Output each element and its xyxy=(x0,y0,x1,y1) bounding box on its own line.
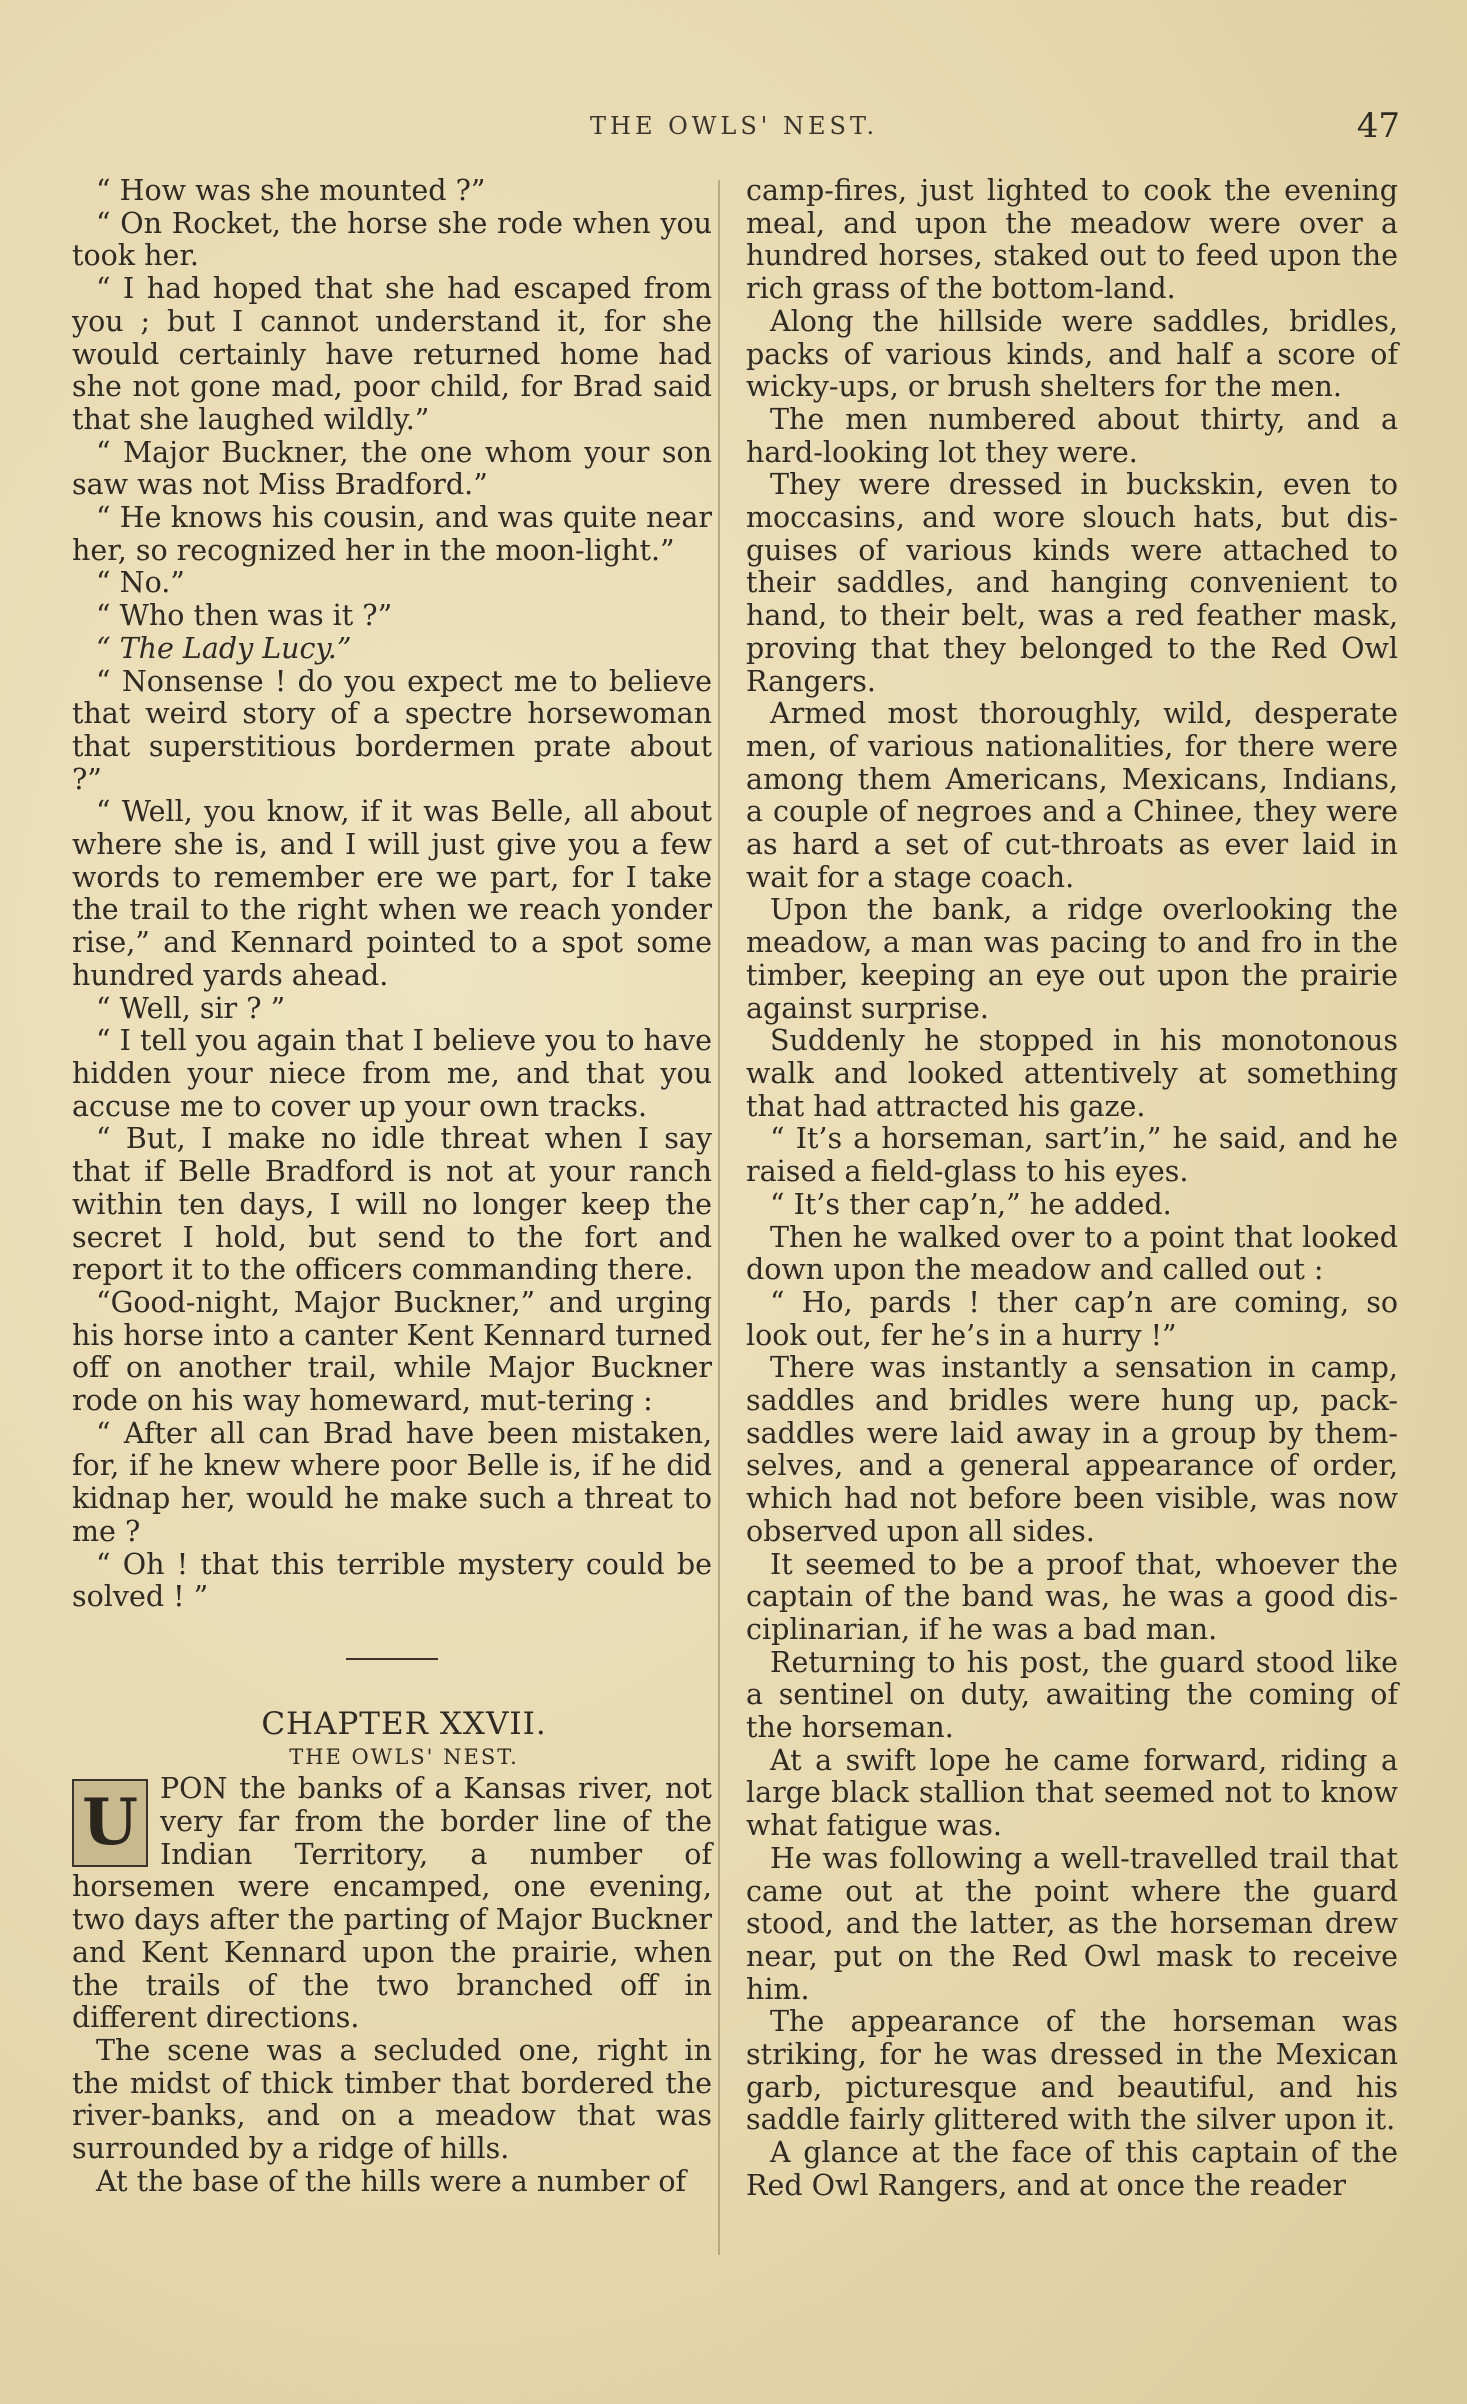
paragraph: camp-fires, just lighted to cook the evening meal, and upon the meadow were over a hundred horses, staked out to feed upon the rich grass of the bottom-land. xyxy=(746,174,1398,306)
paragraph: “ After all can Brad have been mistaken, for, if he knew where poor Belle is, if he did kidnap her, would he make such a threat to me ? xyxy=(72,1416,712,1548)
paragraph: A glance at the face of this captain of the Red Owl Rangers, and at once the reader xyxy=(746,2136,1398,2202)
paragraph: They were dressed in buckskin, even to moccasins, and wore slouch hats, but dis-guises of various kinds were attached to their saddles, and hanging convenient to hand, to their belt, was a red feather mask, proving that they belonged to the Red Owl Rangers. xyxy=(746,468,1398,698)
opening-text: PON the banks of a Kansas river, not very far from the border line of the Indian Territory, a number of horsemen were encamped, one evening, two days after the parting of Major Buckner and Kent Kennard upon the prairie, when the trails of the two branched off in different directions. xyxy=(72,1772,712,2035)
chapter-subtitle: THE OWLS' NEST. xyxy=(289,1744,519,1769)
page-header xyxy=(560,106,1400,152)
section-divider xyxy=(346,1658,438,1660)
paragraph: “ I had hoped that she had escaped from you ; but I cannot understand it, for she would certainly have returned home had she not gone mad, poor child, for Brad said that she laughed wildly.” xyxy=(72,272,712,436)
paragraph: There was instantly a sensation in camp, saddles and bridles were hung up, pack-saddles were laid away in a group by them-selves, and a general appearance of order, which had not before been visible, was now observed upon all sides. xyxy=(746,1351,1398,1548)
paragraph: “Good-night, Major Buckner,” and urging his horse into a canter Kent Kennard turned off on another trail, while Major Buckner rode on his way homeward, mut-tering : xyxy=(72,1285,712,1418)
paragraph: It seemed to be a proof that, whoever the captain of the band was, he was a good dis-ciplinarian, if he was a bad man. xyxy=(746,1547,1398,1646)
paragraph: Upon the bank, a ridge overlooking the meadow, a man was pacing to and fro in the timber, keeping an eye out upon the prairie against surprise. xyxy=(746,893,1398,1025)
paragraph: “ Nonsense ! do you expect me to believe that weird story of a spectre horsewoman that superstitious bordermen prate about ?” xyxy=(72,664,712,796)
paragraph: He was following a well-travelled trail that came out at the point where the guard stood, and the latter, as the horseman drew near, put on the Red Owl mask to receive him. xyxy=(746,1841,1398,2006)
left-column xyxy=(72,175,712,2198)
running-head: THE OWLS' NEST. xyxy=(590,112,879,140)
paragraph: The appearance of the horseman was striking, for he was dressed in the Mexican garb, picturesque and beautiful, and his saddle fairly glittered with the silver upon it. xyxy=(746,2005,1398,2137)
paragraph: “ The Lady Lucy.” xyxy=(96,631,352,665)
paragraph: The men numbered about thirty, and a hard-looking lot they were. xyxy=(746,402,1398,469)
paragraph: “ He knows his cousin, and was quite near her, so recognized her in the moon-light.” xyxy=(72,501,712,567)
paragraph: “ But, I make no idle threat when I say that if Belle Bradford is not at your ranch within ten days, I will no longer keep the secret I hold, but send to the fort and report it to the officers commanding there. xyxy=(72,1122,712,1287)
paragraph: Suddenly he stopped in his monotonous walk and looked attentively at something that had attracted his gaze. xyxy=(746,1024,1398,1123)
paragraph: “ It’s ther cap’n,” he added. xyxy=(770,1187,1172,1221)
column-rule xyxy=(718,180,720,2255)
paragraph: Armed most thoroughly, wild, desperate men, of various nationalities, for there were among them Americans, Mexicans, Indians, a couple of negroes and a Chinee, they were as hard a set of cut-throats as ever laid in wait for a stage coach. xyxy=(746,697,1398,894)
paragraph: Along the hillside were saddles, bridles, packs of various kinds, and half a score of wicky-ups, or brush shelters for the men. xyxy=(746,304,1398,404)
paragraph: The scene was a secluded one, right in the midst of thick timber that bordered the river-banks, and on a meadow that was surrounded by a ridge of hills. xyxy=(72,2033,712,2166)
paragraph: At the base of the hills were a number of xyxy=(96,2164,687,2198)
paragraph: “ No.” xyxy=(96,566,185,600)
paragraph: Returning to his post, the guard stood like a sentinel on duty, awaiting the coming of the horseman. xyxy=(746,1645,1398,1745)
paragraph: At a swift lope he came forward, riding a large black stallion that seemed not to know what fatigue was. xyxy=(746,1743,1398,1843)
dropcap-initial: U xyxy=(72,1779,148,1867)
paragraph: “ Ho, pards ! ther cap’n are coming, so look out, fer he’s in a hurry !” xyxy=(746,1285,1398,1352)
paragraph: “ Major Buckner, the one whom your son saw was not Miss Bradford.” xyxy=(72,435,712,502)
paragraph: “ Well, sir ? ” xyxy=(96,991,286,1025)
paragraph: Then he walked over to a point that looked down upon the meadow and called out : xyxy=(746,1220,1398,1287)
paragraph: “ Oh ! that this terrible mystery could be solved ! ” xyxy=(72,1547,712,1614)
paragraph: “ How was she mounted ?” xyxy=(96,174,486,207)
paragraph: “ It’s a horseman, sart’in,” he said, and he raised a field-glass to his eyes. xyxy=(746,1122,1398,1189)
chapter-opening-paragraph xyxy=(72,1773,712,2035)
page-number: 47 xyxy=(1356,106,1400,146)
paragraph: “ Who then was it ?” xyxy=(96,599,393,633)
chapter-title: CHAPTER XXVII. xyxy=(261,1705,547,1742)
right-column xyxy=(746,175,1398,2203)
paragraph: “ Well, you know, if it was Belle, all about where she is, and I will just give you a few words to remember ere we part, for I take the trail to the right when we reach yonder rise,” and Kennard pointed to a spot some hundred yards ahead. xyxy=(72,795,712,992)
paragraph: “ On Rocket, the horse she rode when you took her. xyxy=(72,206,712,273)
paragraph: “ I tell you again that I believe you to have hidden your niece from me, and that you accuse me to cover up your own tracks. xyxy=(72,1024,712,1123)
